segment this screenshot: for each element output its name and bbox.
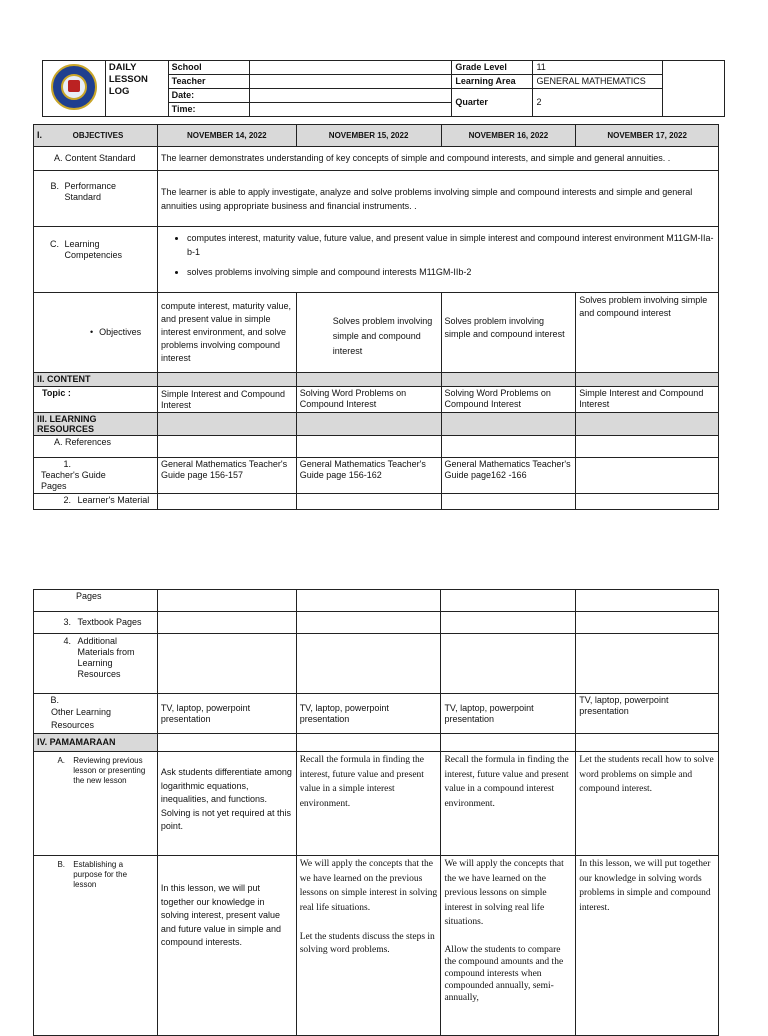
school-label: School (168, 61, 249, 75)
topic-cell-1: Simple Interest and Compound Interest (157, 387, 296, 413)
date-header-1: NOVEMBER 14, 2022 (157, 125, 296, 147)
quarter-value: 2 (533, 89, 663, 117)
quarter-label: Quarter (452, 89, 533, 117)
additional-materials-label: 4. Additional Materials from Learning Resources (34, 634, 158, 694)
time-value (249, 103, 452, 117)
references-label: A. References (34, 436, 158, 458)
textbook-pages-label: 3. Textbook Pages (34, 612, 158, 634)
reviewing-cell-4: Let the students recall how to solve word problems on simple and compound interest. (576, 752, 719, 856)
objective-cell-2: Solves problem involving simple and compound interest (296, 293, 441, 373)
topic-cell-4: Simple Interest and Compound Interest (576, 387, 719, 413)
purpose-label: B. Establishing a purpose for the lesson (34, 856, 158, 1036)
objective-cell-4: Solves problem involving simple and compound interest (576, 293, 719, 373)
objective-cell-1: compute interest, maturity value, and present value in simple interest environment, and solve problems involving compound interest (157, 293, 296, 373)
learners-material-label: 2. Learner's Material (34, 494, 158, 510)
topic-label: Topic : (34, 387, 158, 413)
objectives-header: I. OBJECTIVES (34, 125, 158, 147)
content-standard-label: A. Content Standard (34, 147, 158, 171)
learning-area-value: GENERAL MATHEMATICS (533, 75, 663, 89)
learning-area-label: Learning Area (452, 75, 533, 89)
dll-title: DAILY LESSON LOG (105, 61, 168, 117)
date-header-3: NOVEMBER 16, 2022 (441, 125, 576, 147)
date-value (249, 89, 452, 103)
purpose-cell-2: We will apply the concepts that the we have learned on the previous lessons on simple interest in solving real life situations. Let the students discuss the steps in solving word problems. (296, 856, 441, 1036)
other-resources-cell-3: TV, laptop, powerpoint presentation (441, 694, 576, 734)
procedures-section-label: IV. PAMAMARAAN (34, 734, 158, 752)
teacher-value (249, 75, 452, 89)
grade-level-label: Grade Level (452, 61, 533, 75)
teachers-guide-label: 1. Teacher's Guide Pages (34, 458, 158, 494)
deped-seal-icon (51, 64, 97, 110)
performance-standard-text: The learner is able to apply investigate, analyze and solve problems involving simple and compound interests and simple and general annuities using appropriate business and financial instruments. . (157, 171, 718, 227)
teachers-guide-cell-4 (576, 458, 719, 494)
content-section-label: II. CONTENT (34, 373, 158, 387)
performance-standard-label: B. Performance Standard (34, 171, 158, 227)
teachers-guide-cell-1: General Mathematics Teacher's Guide page 156-157 (157, 458, 296, 494)
reviewing-cell-1: Ask students differentiate among logarithmic equations, inequalities, and functions. Solving is not yet required at this point. (157, 752, 296, 856)
objectives-row-label: • Objectives (34, 293, 158, 373)
date-label: Date: (168, 89, 249, 103)
purpose-cell-4: In this lesson, we will put together our knowledge in solving words problems in simple and compound interest. (576, 856, 719, 1036)
learning-competencies-label: C. Learning Competencies (34, 227, 158, 293)
time-label: Time: (168, 103, 249, 117)
reviewing-label: A. Reviewing previous lesson or presenting the new lesson (34, 752, 158, 856)
deped-seal (43, 61, 106, 117)
date-header-2: NOVEMBER 15, 2022 (296, 125, 441, 147)
content-standard-text: The learner demonstrates understanding of key concepts of simple and compound interests, and simple and general annuities. . (157, 147, 718, 171)
school-value (249, 61, 452, 75)
topic-cell-3: Solving Word Problems on Compound Interest (441, 387, 576, 413)
topic-cell-2: Solving Word Problems on Compound Interest (296, 387, 441, 413)
other-resources-cell-4: TV, laptop, powerpoint presentation (576, 694, 719, 734)
lesson-table-page2 (33, 589, 719, 1036)
date-header-4: NOVEMBER 17, 2022 (576, 125, 719, 147)
competency-item: • computes interest, maturity value, future value, and present value in simple interest and compound interest environment M11GM-IIa-b-1 (187, 231, 715, 259)
header-table (42, 60, 725, 117)
purpose-cell-3: We will apply the concepts that the we have learned on the previous lessons on simple interest in solving real life situations. Allow the students to compare the compound amounts and the compound interests when compounded annually, semi-annually, (441, 856, 576, 1036)
learners-material-pages-label: Pages (34, 590, 158, 612)
header-blank (663, 61, 725, 117)
lesson-table-page1 (33, 124, 719, 510)
reviewing-cell-2: Recall the formula in finding the interest, future value and present value in a simple interest environment. (296, 752, 441, 856)
learning-competencies-list (157, 227, 718, 293)
other-resources-cell-1: TV, laptop, powerpoint presentation (157, 694, 296, 734)
competency-item: • solves problems involving simple and compound interests M11GM-IIb-2 (187, 265, 715, 279)
teachers-guide-cell-3: General Mathematics Teacher's Guide page162 -166 (441, 458, 576, 494)
grade-level-value: 11 (533, 61, 663, 75)
reviewing-cell-3: Recall the formula in finding the interest, future value and present value in a compound interest environment. (441, 752, 576, 856)
objective-cell-3: Solves problem involving simple and compound interest (441, 293, 576, 373)
other-resources-cell-2: TV, laptop, powerpoint presentation (296, 694, 441, 734)
teachers-guide-cell-2: General Mathematics Teacher's Guide page 156-162 (296, 458, 441, 494)
other-resources-label: B. Other Learning Resources (34, 694, 158, 734)
purpose-cell-1: In this lesson, we will put together our knowledge in solving interest, present value and future value in simple and compound interests. (157, 856, 296, 1036)
resources-section-label: III. LEARNING RESOURCES (34, 413, 158, 436)
teacher-label: Teacher (168, 75, 249, 89)
